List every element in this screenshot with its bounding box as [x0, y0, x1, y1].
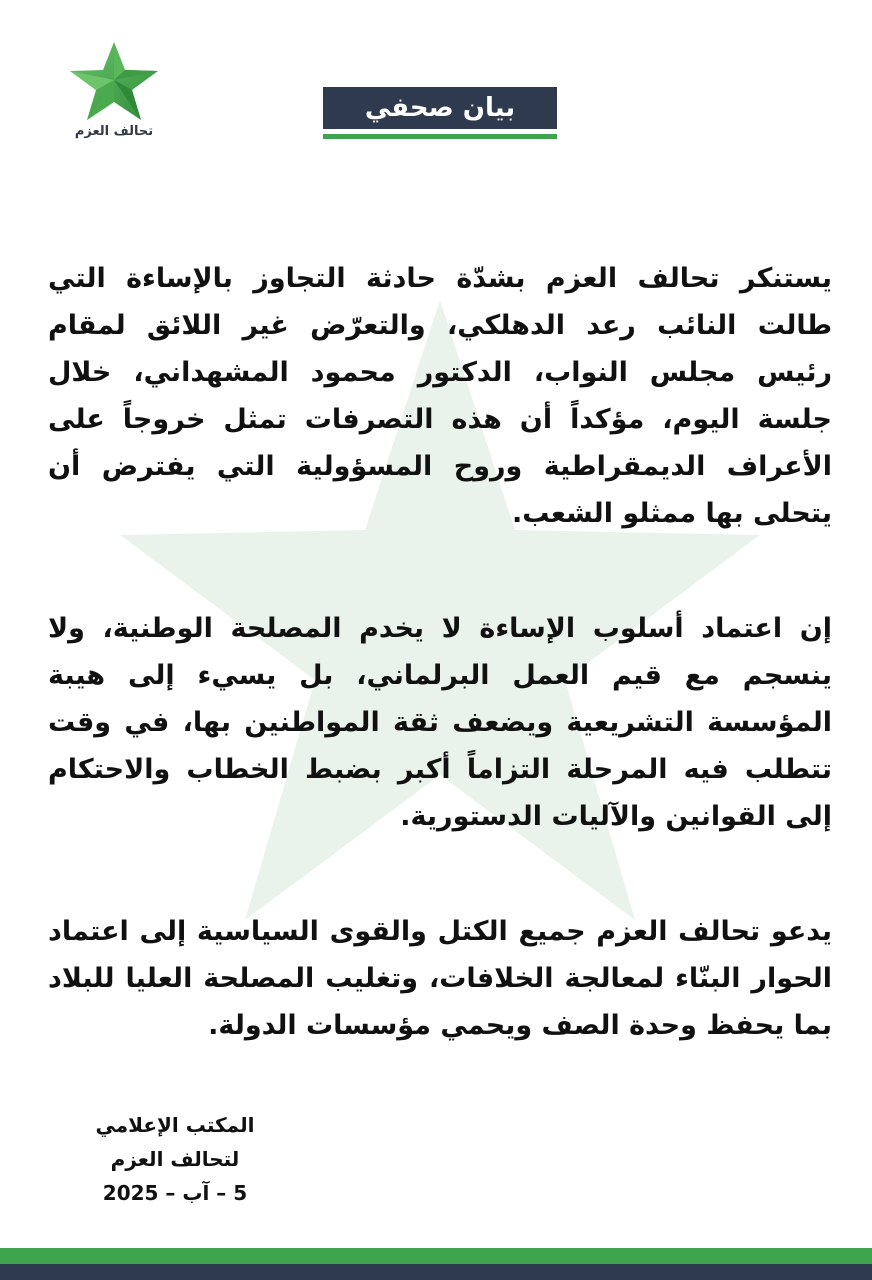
logo-text: تحالف العزم	[74, 124, 154, 139]
paragraph-3: يدعو تحالف العزم جميع الكتل والقوى السياسية إلى اعتماد الحوار البنّاء لمعالجة الخلافات، وتغليب المصلحة العليا للبلاد بما يحفظ وحدة الصف ويحمي مؤسسات الدولة.	[48, 916, 832, 1041]
page-title: بيان صحفي	[323, 87, 557, 129]
logo	[64, 40, 164, 150]
header-underline	[323, 134, 557, 139]
footer-dark-bar	[0, 1264, 872, 1280]
signature-office: المكتب الإعلامي	[95, 1113, 255, 1137]
paragraph-2: إن اعتماد أسلوب الإساءة لا يخدم المصلحة الوطنية، ولا ينسجم مع قيم العمل البرلماني، بل يسيء إلى هيبة المؤسسة التشريعية ويضعف ثقة المواطنين بها، في وقت تتطلب فيه المرحلة التزاماً أكبر بضبط الخطاب والاحتكام إلى القوانين والآليات الدستورية.	[48, 613, 832, 832]
paragraph-1: يستنكر تحالف العزم بشدّة حادثة التجاوز بالإساءة التي طالت النائب رعد الدهلكي، والتعرّض غير اللائق لمقام رئيس مجلس النواب، الدكتور محمود المشهداني، خلال جلسة اليوم، مؤكداً أن هذه التصرفات تمثل خروجاً على الأعراف الديمقراطية وروح المسؤولية التي يفترض أن يتحلى بها ممثلو الشعب.	[48, 263, 832, 529]
green-star-icon	[68, 40, 160, 122]
statement-body	[48, 255, 832, 1117]
signature-block	[60, 1108, 290, 1210]
signature-date: 5 – آب – 2025	[102, 1181, 248, 1205]
press-release-header	[323, 87, 557, 139]
footer-green-bar	[0, 1248, 872, 1264]
signature-organization: لتحالف العزم	[110, 1147, 240, 1171]
